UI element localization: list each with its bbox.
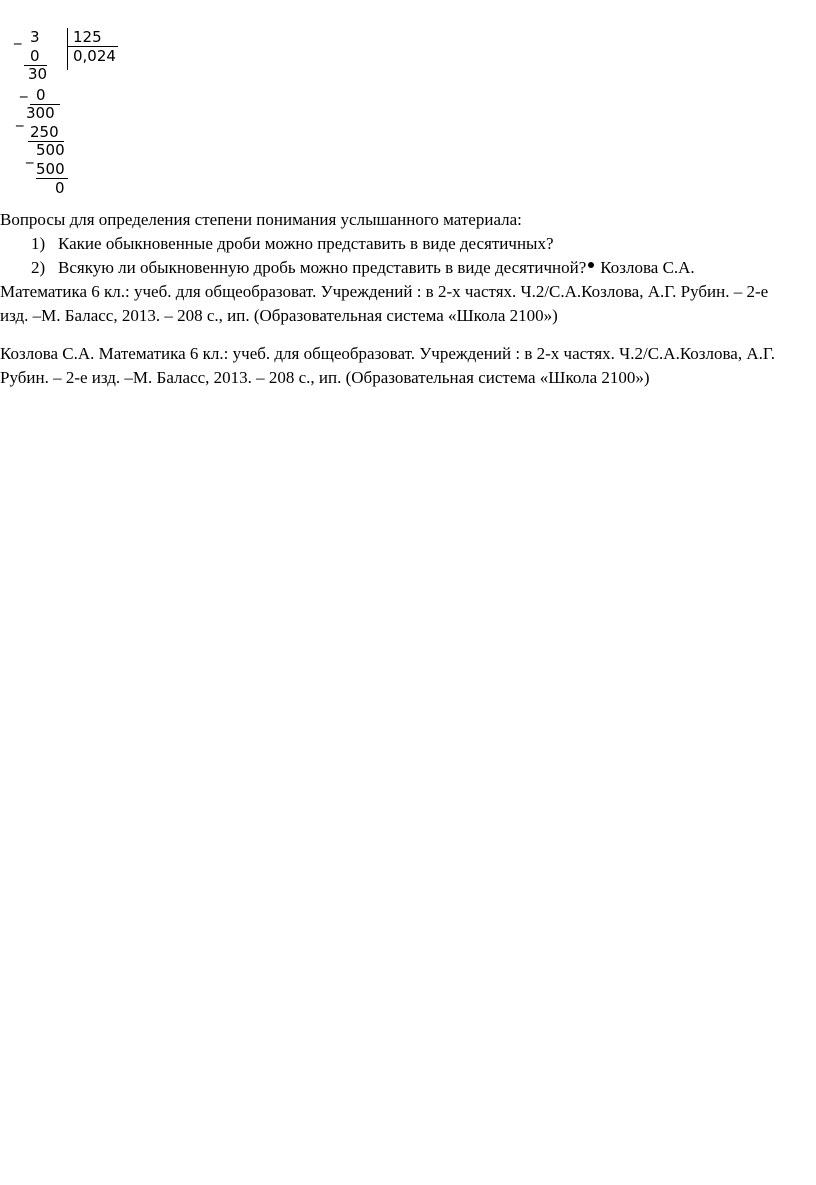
long-division: [0, 0, 200, 200]
minus-sign: _: [14, 27, 22, 45]
questions-intro: Вопросы для определения степени понимания услышанного материала:: [0, 210, 522, 229]
questions-list: [0, 232, 800, 280]
division-step: 0: [30, 47, 40, 65]
question-number: 1): [31, 234, 46, 253]
reference-full: Козлова С.А. Математика 6 кл.: учеб. для общеобразоват. Учреждений : в 2-х частях. Ч.2/С.А.Козлова, А.Г. Рубин. – 2-е изд. –М. Баласс, 2013. – 208 с., ип. (Образовательная система «Школа 2100»): [0, 344, 776, 387]
division-bar-vertical: [67, 28, 68, 70]
division-step: 250: [30, 123, 59, 141]
minus-sign: _: [20, 80, 28, 98]
quotient: 0,024: [73, 47, 116, 65]
division-step: 500: [36, 160, 65, 178]
division-step: 30: [28, 65, 48, 83]
question-text: Какие обыкновенные дроби можно представить в виде десятичных?: [58, 234, 554, 253]
minus-sign: _: [26, 146, 34, 164]
minus-sign: _: [16, 109, 24, 127]
question-item: [0, 256, 800, 280]
reference-head: Козлова С.А.: [600, 258, 695, 277]
reference-body: Математика 6 кл.: учеб. для общеобразоват. Учреждений : в 2-х частях. Ч.2/С.А.Козлова, А.Г. Рубин. – 2-е изд. –М. Баласс, 2013. – 208 с., ип. (Образовательная система «Школа 2100»): [0, 282, 769, 325]
question-item: [0, 232, 800, 256]
question-number: 2): [31, 258, 46, 277]
dividend: 3: [30, 28, 40, 46]
division-step: 0: [55, 179, 65, 197]
division-step: 300: [26, 104, 55, 122]
question-text: Всякую ли обыкновенную дробь можно представить в виде десятичной?: [58, 258, 587, 277]
division-step: 0: [36, 86, 46, 104]
document-text: [0, 208, 800, 390]
bullet-icon: [588, 262, 594, 268]
division-step: 500: [36, 141, 65, 159]
divisor: 125: [73, 28, 102, 46]
